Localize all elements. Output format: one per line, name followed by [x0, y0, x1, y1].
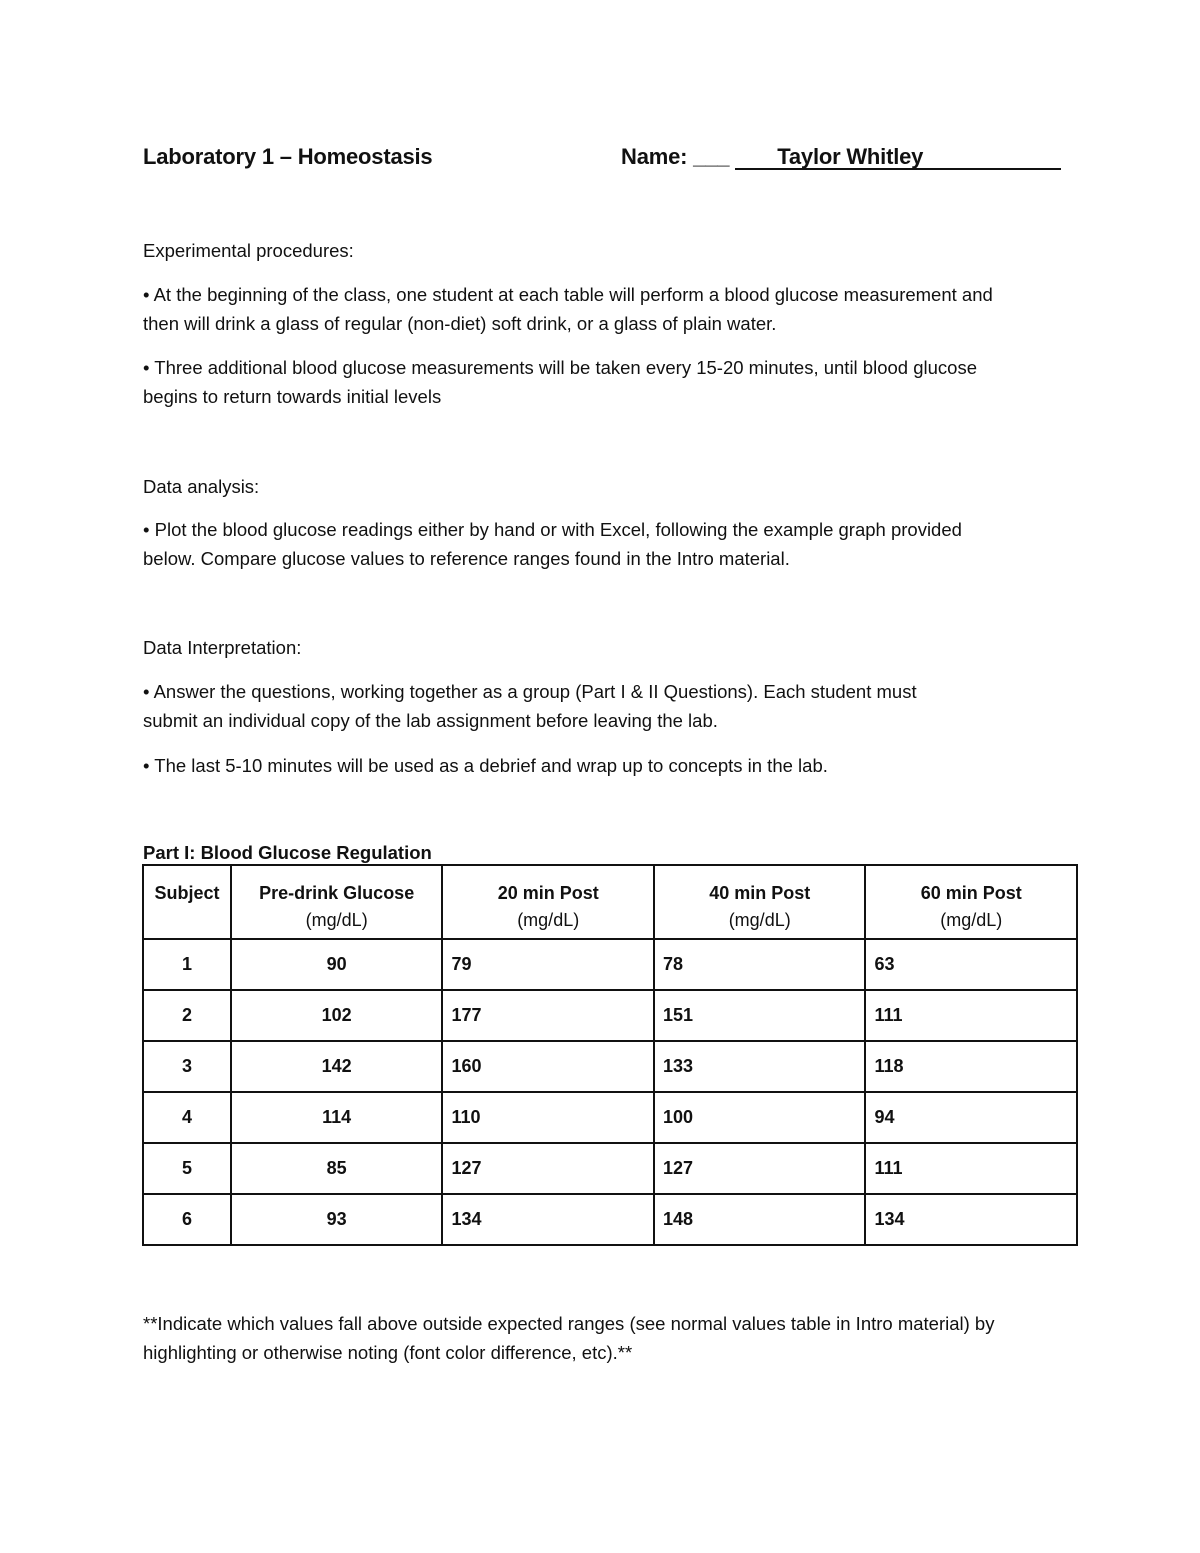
glucose-table: [142, 864, 1078, 1246]
post-40-cell: 127: [654, 1143, 866, 1194]
post-60-cell: 63: [865, 939, 1077, 990]
procedure-bullet-2-line-1: • Three additional blood glucose measurements will be taken every 15-20 minutes, until blood glucose: [143, 357, 977, 378]
interpretation-heading: Data Interpretation:: [143, 637, 302, 658]
table-row: [143, 1041, 1077, 1092]
instruction-note: [143, 1309, 1073, 1367]
analysis-bullet-line-1: • Plot the blood glucose readings either by hand or with Excel, following the example graph provided: [143, 519, 962, 540]
table-header-row: [143, 865, 1077, 939]
column-header-20-min: [442, 865, 654, 939]
table-row: [143, 1092, 1077, 1143]
post-20-cell: 160: [442, 1041, 654, 1092]
column-header-label: 40 min Post: [709, 883, 811, 903]
post-40-cell: 133: [654, 1041, 866, 1092]
post-60-cell: 111: [865, 1143, 1077, 1194]
interpretation-bullet-2-text: • The last 5-10 minutes will be used as a debrief and wrap up to concepts in the lab.: [143, 755, 828, 776]
post-20-cell: 110: [442, 1092, 654, 1143]
pre-drink-cell: 93: [231, 1194, 443, 1245]
post-60-cell: 94: [865, 1092, 1077, 1143]
column-header-label: Pre-drink Glucose: [259, 883, 415, 903]
name-label: Name: ___: [621, 144, 730, 169]
subject-cell: 3: [143, 1041, 231, 1092]
subject-cell: 5: [143, 1143, 231, 1194]
subject-cell: 4: [143, 1092, 231, 1143]
pre-drink-cell: 90: [231, 939, 443, 990]
part1-title: Part I: Blood Glucose Regulation: [143, 842, 432, 863]
subject-cell: 6: [143, 1194, 231, 1245]
pre-drink-cell: 114: [231, 1092, 443, 1143]
column-header-label: 20 min Post: [497, 883, 599, 903]
column-header-pre-drink: [231, 865, 443, 939]
column-header-label: 60 min Post: [920, 883, 1022, 903]
document-header: [143, 144, 1063, 176]
subject-cell: 2: [143, 990, 231, 1041]
column-header-unit: (mg/dL): [940, 910, 1003, 930]
post-40-cell: 151: [654, 990, 866, 1041]
pre-drink-cell: 85: [231, 1143, 443, 1194]
post-20-cell: 134: [442, 1194, 654, 1245]
table-row: [143, 990, 1077, 1041]
column-header-60-min: [865, 865, 1077, 939]
column-header-unit: (mg/dL): [517, 910, 580, 930]
procedure-bullet-1-line-2: then will drink a glass of regular (non-diet) soft drink, or a glass of plain water.: [143, 313, 777, 334]
procedure-bullet-1-line-1: • At the beginning of the class, one student at each table will perform a blood glucose measurement and: [143, 284, 993, 305]
procedure-bullet-2: [143, 353, 1073, 411]
post-20-cell: 127: [442, 1143, 654, 1194]
procedure-bullet-2-line-2: begins to return towards initial levels: [143, 386, 442, 407]
post-40-cell: 100: [654, 1092, 866, 1143]
analysis-heading: Data analysis:: [143, 476, 260, 497]
post-20-cell: 177: [442, 990, 654, 1041]
column-header-unit: (mg/dL): [728, 910, 791, 930]
post-60-cell: 111: [865, 990, 1077, 1041]
interpretation-bullet-1-line-1: • Answer the questions, working together as a group (Part I & II Questions). Each student must: [143, 681, 917, 702]
pre-drink-cell: 102: [231, 990, 443, 1041]
instruction-note-line-1: **Indicate which values fall above outside expected ranges (see normal values table in Intro material) by: [143, 1313, 995, 1334]
table-row: [143, 939, 1077, 990]
post-60-cell: 118: [865, 1041, 1077, 1092]
column-header-subject: [143, 865, 231, 939]
procedure-bullet-1: [143, 280, 1073, 338]
student-name: Taylor Whitley: [735, 146, 1061, 170]
procedures-heading: Experimental procedures:: [143, 240, 354, 261]
lab-title: Laboratory 1 – Homeostasis: [143, 144, 433, 169]
interpretation-bullet-2: [143, 751, 1073, 780]
column-header-label: Subject: [154, 883, 220, 903]
subject-cell: 1: [143, 939, 231, 990]
column-header-unit: (mg/dL): [305, 910, 368, 930]
post-40-cell: 148: [654, 1194, 866, 1245]
instruction-note-line-2: highlighting or otherwise noting (font color difference, etc).**: [143, 1342, 633, 1363]
table-row: [143, 1143, 1077, 1194]
post-40-cell: 78: [654, 939, 866, 990]
analysis-bullet: [143, 515, 1073, 573]
column-header-40-min: [654, 865, 866, 939]
interpretation-bullet-1: [143, 677, 1073, 735]
post-60-cell: 134: [865, 1194, 1077, 1245]
pre-drink-cell: 142: [231, 1041, 443, 1092]
interpretation-bullet-1-line-2: submit an individual copy of the lab assignment before leaving the lab.: [143, 710, 718, 731]
name-block: [621, 144, 1061, 170]
analysis-bullet-line-2: below. Compare glucose values to reference ranges found in the Intro material.: [143, 548, 790, 569]
post-20-cell: 79: [442, 939, 654, 990]
table-row: [143, 1194, 1077, 1245]
